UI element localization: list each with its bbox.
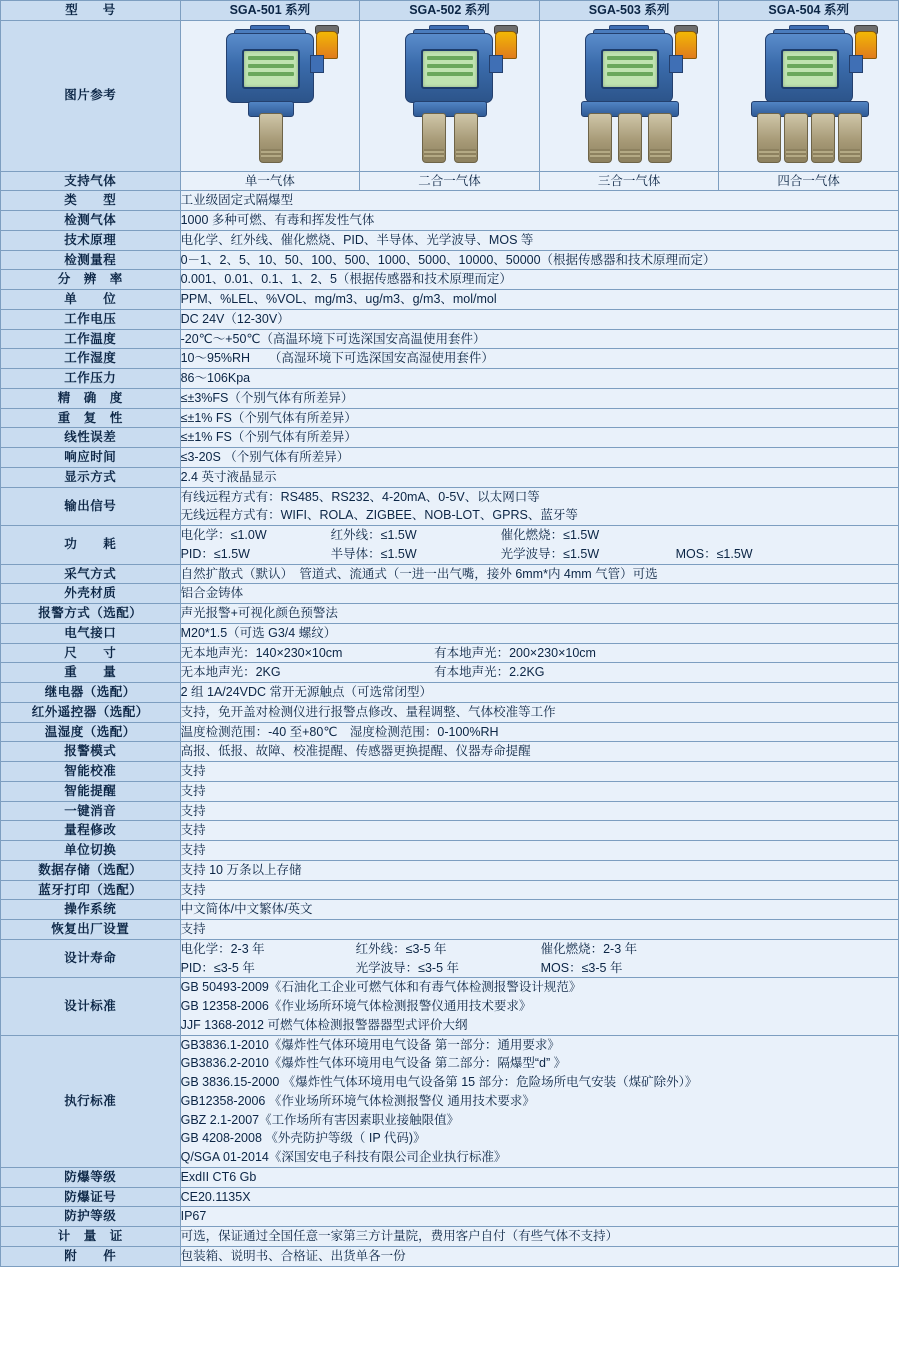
table-row (1, 230, 899, 250)
size-row (1, 643, 899, 663)
size-without-alarm: 无本地声光：140×230×10cm (180, 645, 343, 660)
weight-without-alarm: 无本地声光：2KG (180, 665, 281, 680)
table-row (1, 920, 899, 940)
table-row (1, 860, 899, 880)
table-row (1, 290, 899, 310)
weight-row (1, 663, 899, 683)
row-label-working-humidity: 工作湿度 (1, 349, 181, 369)
row-label-display: 显示方式 (1, 467, 181, 487)
gas-detector-4-sensor-icon (729, 21, 889, 165)
lifespan-pid: PID：≤3-5 年 (180, 960, 255, 975)
row-value-accuracy: ≤±3%FS（个别气体有所差异） (180, 388, 898, 408)
table-row (1, 1246, 899, 1266)
row-value-metrology-cert: 可选，保证通过全国任意一家第三方计量院，费用客户自付（有些气体不支持） (180, 1227, 898, 1247)
table-row (1, 448, 899, 468)
row-label-data-storage: 数据存储（选配） (1, 860, 181, 880)
row-value-size (180, 643, 898, 663)
row-label-relay: 继电器（选配） (1, 683, 181, 703)
row-value-explosion-proof-grade: ExdII CT6 Gb (180, 1167, 898, 1187)
table-row (1, 584, 899, 604)
row-label-unit-switch: 单位切换 (1, 841, 181, 861)
row-label-design-standard: 设计标准 (1, 978, 181, 1035)
row-value-operating-system: 中文简体/中文繁体/英文 (180, 900, 898, 920)
table-row (1, 408, 899, 428)
row-value-range: 0－1、2、5、10、50、100、500、1000、5000、10000、50000（根据传感器和技术原理而定） (180, 250, 898, 270)
design-standard-row (1, 978, 899, 1035)
row-label-electrical-interface: 电气接口 (1, 623, 181, 643)
row-value-alarm-type: 声光报警+可视化颜色预警法 (180, 604, 898, 624)
row-value-relay: 2 组 1A/24VDC 常开无源触点（可选常闭型） (180, 683, 898, 703)
row-value-range-modify: 支持 (180, 821, 898, 841)
lifespan-line-2 (181, 959, 898, 978)
gas-support-3: 三合一气体 (539, 171, 719, 191)
table-row (1, 880, 899, 900)
row-label-factory-reset: 恢复出厂设置 (1, 920, 181, 940)
row-label-temp-humidity: 温湿度（选配） (1, 722, 181, 742)
gas-support-1: 单一气体 (180, 171, 360, 191)
row-label-metrology-cert: 计 量 证 (1, 1227, 181, 1247)
row-value-unit: PPM、%LEL、%VOL、mg/m3、ug/m3、g/m3、mol/mol (180, 290, 898, 310)
product-image-4 (719, 20, 899, 171)
table-row (1, 702, 899, 722)
row-label-unit: 单 位 (1, 290, 181, 310)
row-label-bluetooth-print: 蓝牙打印（选配） (1, 880, 181, 900)
row-label-accuracy: 精 确 度 (1, 388, 181, 408)
power-line-2 (181, 545, 898, 564)
table-row (1, 762, 899, 782)
header-model-4: SGA-504 系列 (719, 1, 899, 21)
output-signal-row (1, 487, 899, 526)
row-label-response-time: 响应时间 (1, 448, 181, 468)
product-image-1 (180, 20, 360, 171)
header-model-3: SGA-503 系列 (539, 1, 719, 21)
row-value-ir-remote: 支持，免开盖对检测仪进行报警点修改、量程调整、气体校准等工作 (180, 702, 898, 722)
table-row (1, 683, 899, 703)
row-label-working-voltage: 工作电压 (1, 309, 181, 329)
output-signal-wireless: 无线远程方式有：WIFI、ROLA、ZIGBEE、NOB-LOT、GPRS、蓝牙等 (180, 508, 578, 523)
table-row (1, 1227, 899, 1247)
weight-with-alarm: 有本地声光：2.2KG (434, 665, 545, 680)
power-consumption-row (1, 526, 899, 565)
gas-detector-2-sensor-icon (369, 21, 529, 165)
row-value-type: 工业级固定式隔爆型 (180, 191, 898, 211)
row-label-working-temperature: 工作温度 (1, 329, 181, 349)
row-value-explosion-proof-cert: CE20.1135X (180, 1187, 898, 1207)
table-row (1, 900, 899, 920)
row-value-display: 2.4 英寸液晶显示 (180, 467, 898, 487)
row-value-smart-calibration: 支持 (180, 762, 898, 782)
table-row (1, 821, 899, 841)
exec-standard-line-7: Q/SGA 01-2014《深国安电子科技有限公司企业执行标准》 (180, 1150, 507, 1164)
table-row (1, 722, 899, 742)
gas-detector-1-sensor-icon (190, 21, 350, 165)
row-value-bluetooth-print: 支持 (180, 880, 898, 900)
row-value-resolution: 0.001、0.01、0.1、1、2、5（根据传感器和技术原理而定） (180, 270, 898, 290)
table-row (1, 564, 899, 584)
lifespan-line-1 (181, 940, 898, 959)
row-label-accessories: 附 件 (1, 1246, 181, 1266)
row-value-tech-principle: 电化学、红外线、催化燃烧、PID、半导体、光学波导、MOS 等 (180, 230, 898, 250)
lifespan-mos: MOS：≤3-5 年 (540, 960, 623, 975)
power-infrared: 红外线：≤1.5W (330, 528, 417, 542)
table-row (1, 467, 899, 487)
gas-support-4: 四合一气体 (719, 171, 899, 191)
table-row (1, 604, 899, 624)
row-value-design-standard (180, 978, 898, 1035)
exec-standard-row (1, 1035, 899, 1167)
table-row (1, 1187, 899, 1207)
table-row (1, 369, 899, 389)
product-image-2 (360, 20, 540, 171)
row-value-electrical-interface: M20*1.5（可选 G3/4 螺纹） (180, 623, 898, 643)
row-label-explosion-proof-grade: 防爆等级 (1, 1167, 181, 1187)
row-value-working-voltage: DC 24V（12-30V） (180, 309, 898, 329)
row-label-weight: 重 量 (1, 663, 181, 683)
exec-standard-line-1: GB3836.1-2010《爆炸性气体环境用电气设备 第一部分：通用要求》 (180, 1037, 560, 1052)
row-label-housing-material: 外壳材质 (1, 584, 181, 604)
row-label-image-reference: 图片参考 (1, 20, 181, 171)
row-label-operating-system: 操作系统 (1, 900, 181, 920)
row-label-one-key-mute: 一键消音 (1, 801, 181, 821)
table-row (1, 211, 899, 231)
table-row (1, 191, 899, 211)
design-standard-line-1: GB 50493-2009《石油化工企业可燃气体和有毒气体检测报警设计规范》 (180, 980, 582, 995)
row-value-ingress-protection: IP67 (180, 1207, 898, 1227)
table-row (1, 1207, 899, 1227)
row-label-explosion-proof-cert: 防爆证号 (1, 1187, 181, 1207)
power-line-1 (181, 526, 898, 545)
row-value-exec-standard (180, 1035, 898, 1167)
row-label-resolution: 分 辨 率 (1, 270, 181, 290)
size-with-alarm: 有本地声光：200×230×10cm (434, 645, 596, 660)
table-row (1, 623, 899, 643)
row-label-ingress-protection: 防护等级 (1, 1207, 181, 1227)
table-row (1, 309, 899, 329)
row-value-weight (180, 663, 898, 683)
row-label-range: 检测量程 (1, 250, 181, 270)
row-label-gas-support: 支持气体 (1, 171, 181, 191)
lifespan-optical-waveguide: 光学波导：≤3-5 年 (355, 960, 459, 975)
table-row (1, 388, 899, 408)
gas-support-row (1, 171, 899, 191)
row-value-smart-reminder: 支持 (180, 781, 898, 801)
row-label-working-pressure: 工作压力 (1, 369, 181, 389)
lifespan-row (1, 939, 899, 978)
exec-standard-line-5: GBZ 2.1-2007《工作场所有害因素职业接触限值》 (180, 1112, 460, 1127)
row-label-repeatability: 重 复 性 (1, 408, 181, 428)
row-value-lifespan (180, 939, 898, 978)
row-value-output-signal (180, 487, 898, 526)
row-value-temp-humidity: 温度检测范围：-40 至+80℃ 湿度检测范围：0-100%RH (180, 722, 898, 742)
exec-standard-line-6: GB 4208-2008 《外壳防护等级（ IP 代码)》 (180, 1131, 426, 1146)
row-value-detect-gas: 1000 多种可燃、有毒和挥发性气体 (180, 211, 898, 231)
power-catalytic: 催化燃烧：≤1.5W (500, 528, 600, 542)
header-label-model: 型 号 (1, 1, 181, 21)
row-label-size: 尺 寸 (1, 643, 181, 663)
table-row (1, 1167, 899, 1187)
row-value-unit-switch: 支持 (180, 841, 898, 861)
row-value-working-humidity: 10～95%RH （高湿环境下可选深国安高湿使用套件） (180, 349, 898, 369)
row-label-output-signal: 输出信号 (1, 487, 181, 526)
lifespan-electrochemical: 电化学：2-3 年 (180, 941, 265, 956)
header-model-1: SGA-501 系列 (180, 1, 360, 21)
row-label-alarm-mode: 报警模式 (1, 742, 181, 762)
table-row (1, 250, 899, 270)
row-value-response-time: ≤3-20S （个别气体有所差异） (180, 448, 898, 468)
row-label-lifespan: 设计寿命 (1, 939, 181, 978)
row-label-alarm-type: 报警方式（选配） (1, 604, 181, 624)
header-model-2: SGA-502 系列 (360, 1, 540, 21)
row-label-sampling: 采气方式 (1, 564, 181, 584)
table-row (1, 270, 899, 290)
table-header-row (1, 1, 899, 21)
exec-standard-line-3: GB 3836.15-2000 《爆炸性气体环境用电气设备第 15 部分：危险场所电气安装（煤矿除外）》 (180, 1075, 698, 1089)
row-label-type: 类 型 (1, 191, 181, 211)
power-pid: PID：≤1.5W (180, 546, 250, 561)
row-value-alarm-mode: 高报、低报、故障、校准提醒、传感器更换提醒、仪器寿命提醒 (180, 742, 898, 762)
table-row (1, 801, 899, 821)
row-label-linearity-error: 线性误差 (1, 428, 181, 448)
table-row (1, 349, 899, 369)
table-row (1, 329, 899, 349)
power-optical-waveguide: 光学波导：≤1.5W (500, 546, 600, 561)
row-value-repeatability: ≤±1% FS（个别气体有所差异） (180, 408, 898, 428)
row-label-range-modify: 量程修改 (1, 821, 181, 841)
design-standard-line-2: GB 12358-2006《作业场所环境气体检测报警仪通用技术要求》 (180, 999, 532, 1013)
lifespan-catalytic: 催化燃烧：2-3 年 (540, 941, 638, 956)
row-label-smart-calibration: 智能校准 (1, 762, 181, 782)
row-value-working-pressure: 86～106Kpa (180, 369, 898, 389)
power-electrochemical: 电化学：≤1.0W (180, 528, 267, 542)
row-label-ir-remote: 红外遥控器（选配） (1, 702, 181, 722)
exec-standard-line-2: GB3836.2-2010《爆炸性气体环境用电气设备 第二部分：隔爆型“d” 》 (180, 1056, 567, 1071)
row-label-tech-principle: 技术原理 (1, 230, 181, 250)
gas-detector-3-sensor-icon (549, 21, 709, 165)
row-value-power (180, 526, 898, 565)
output-signal-wired: 有线远程方式有：RS485、RS232、4-20mA、0-5V、以太网口等 (180, 489, 540, 504)
table-row (1, 742, 899, 762)
table-row (1, 781, 899, 801)
row-value-data-storage: 支持 10 万条以上存储 (180, 860, 898, 880)
row-label-smart-reminder: 智能提醒 (1, 781, 181, 801)
row-value-linearity-error: ≤±1% FS（个别气体有所差异） (180, 428, 898, 448)
power-semiconductor: 半导体：≤1.5W (330, 546, 417, 561)
table-row (1, 841, 899, 861)
row-value-working-temperature: -20℃～+50℃（高温环境下可选深国安高温使用套件） (180, 329, 898, 349)
row-label-power: 功 耗 (1, 526, 181, 565)
row-value-one-key-mute: 支持 (180, 801, 898, 821)
power-mos: MOS：≤1.5W (675, 546, 753, 561)
product-image-3 (539, 20, 719, 171)
row-value-sampling: 自然扩散式（默认） 管道式、流通式（一进一出气嘴，接外 6mm*内 4mm 气管）可选 (180, 564, 898, 584)
row-label-detect-gas: 检测气体 (1, 211, 181, 231)
lifespan-infrared: 红外线：≤3-5 年 (355, 941, 447, 956)
row-value-accessories: 包装箱、说明书、合格证、出货单各一份 (180, 1246, 898, 1266)
row-value-factory-reset: 支持 (180, 920, 898, 940)
row-label-exec-standard: 执行标准 (1, 1035, 181, 1167)
design-standard-line-3: JJF 1368-2012 可燃气体检测报警器器型式评价大纲 (180, 1017, 468, 1032)
exec-standard-line-4: GB12358-2006 《作业场所环境气体检测报警仪 通用技术要求》 (180, 1093, 535, 1108)
gas-support-2: 二合一气体 (360, 171, 540, 191)
table-row (1, 428, 899, 448)
image-reference-row (1, 20, 899, 171)
row-value-housing-material: 铝合金铸体 (180, 584, 898, 604)
